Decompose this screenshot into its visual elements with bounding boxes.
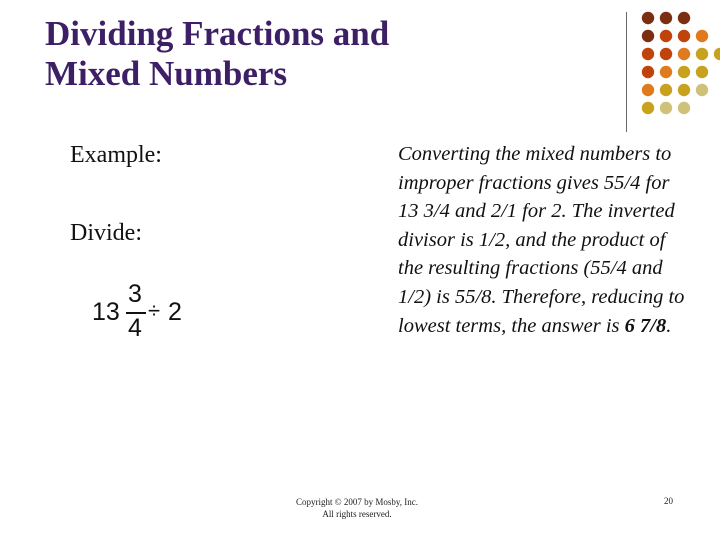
- decorative-dot: [642, 66, 654, 78]
- decorative-dot: [714, 48, 720, 60]
- division-expression: [92, 280, 202, 350]
- decorative-dot: [642, 12, 654, 24]
- decorative-dot: [660, 12, 672, 24]
- decorative-dot: [660, 30, 672, 42]
- decorative-dot: [696, 30, 708, 42]
- fraction-denominator: 4: [128, 314, 142, 342]
- example-label: Example:: [70, 142, 162, 168]
- explanation-end: .: [666, 314, 672, 337]
- copyright-line2: All rights reserved.: [322, 509, 392, 519]
- slide-title-line1: Dividing Fractions and: [45, 14, 390, 53]
- mixed-number-whole: 13: [92, 298, 120, 326]
- decorative-dot: [678, 30, 690, 42]
- slide-title-line2: Mixed Numbers: [45, 54, 288, 93]
- copyright-line1: Copyright © 2007 by Mosby, Inc.: [295, 497, 418, 507]
- fraction-numerator: 3: [128, 280, 142, 308]
- decorative-dot: [696, 84, 708, 96]
- decorative-dot: [642, 48, 654, 60]
- decorative-dot: [678, 48, 690, 60]
- decorative-dot: [696, 48, 708, 60]
- decorative-dot: [660, 48, 672, 60]
- explanation-body: Converting the mixed numbers to improper fractions gives 55/4 for 13 3/4 and 2/1 for 2. The inverted divisor is 1/2, and the product of the resulting fractions (55/4 and 1/2) is 55/8. Therefore, reducing to lowest terms, the answer is: [398, 143, 685, 337]
- decorative-dot: [660, 66, 672, 78]
- decorative-dot-grid: [0, 0, 720, 140]
- page-number: 20: [664, 496, 673, 506]
- decorative-dot: [696, 66, 708, 78]
- copyright-footer: [282, 496, 432, 520]
- decorative-dot: [660, 102, 672, 114]
- explanation-answer: 6 7/8: [624, 314, 667, 337]
- decorative-dot: [642, 102, 654, 114]
- decorative-dot: [678, 66, 690, 78]
- decorative-dot: [678, 84, 690, 96]
- decorative-dot: [678, 12, 690, 24]
- divisor-value: 2: [168, 298, 182, 326]
- decorative-dot: [660, 84, 672, 96]
- divide-label: Divide:: [70, 220, 142, 246]
- explanation-text: [398, 140, 688, 340]
- decorative-dot: [642, 84, 654, 96]
- decorative-dot: [678, 102, 690, 114]
- division-operator: ÷: [148, 298, 161, 323]
- decorative-dot: [642, 30, 654, 42]
